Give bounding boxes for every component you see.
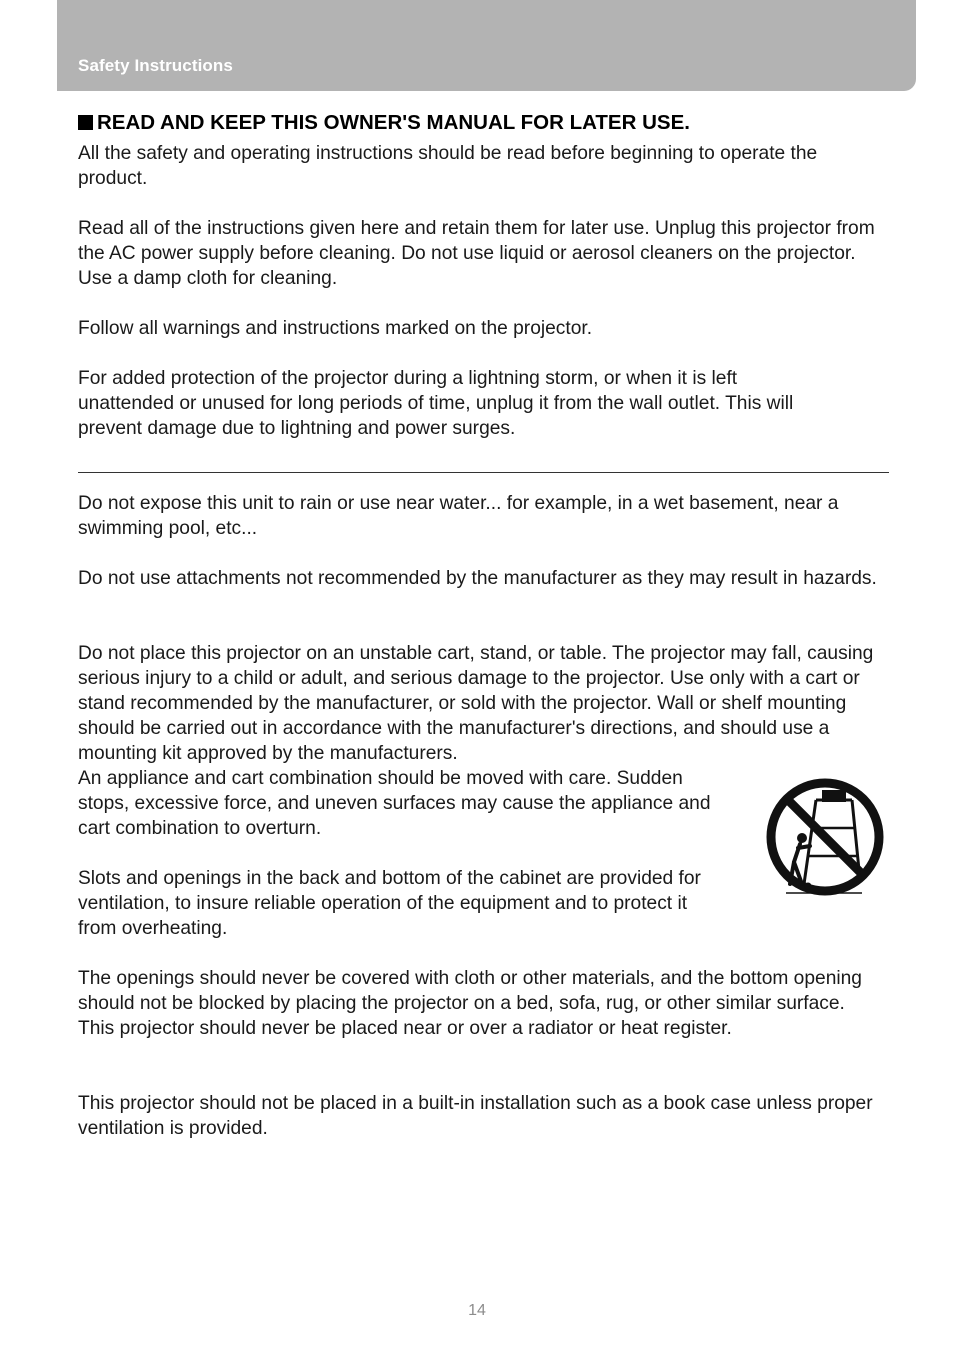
page-heading bbox=[78, 110, 898, 136]
paragraph-follow-warnings: Follow all warnings and instructions marked on the projector. bbox=[78, 318, 593, 339]
paragraph-attachments: Do not use attachments not recommended by the manufacturer as they may result in hazards. bbox=[78, 568, 877, 589]
section-divider bbox=[78, 472, 889, 473]
page-number: 14 bbox=[468, 1302, 486, 1319]
square-bullet-icon bbox=[78, 115, 93, 130]
paragraph-ventilation-slots: Slots and openings in the back and bottom of the cabinet are provided for ventilation, to insure reliable operation of the equipment and to protect it from overheating. bbox=[78, 868, 701, 939]
paragraph-built-in: This projector should not be placed in a built-in installation such as a book case unless proper ventilation is provided. bbox=[78, 1093, 873, 1139]
paragraph-retain-instructions: Read all of the instructions given here and retain them for later use. Unplug this projector from the AC power supply before cleaning. Do not use liquid or aerosol cleaners on the projector. Use a damp cloth for cleaning. bbox=[78, 218, 875, 289]
cart-tip-over-warning-icon bbox=[764, 776, 886, 898]
paragraph-water: Do not expose this unit to rain or use near water... for example, in a wet basement, near a swimming pool, etc... bbox=[78, 493, 839, 539]
paragraph-lightning: For added protection of the projector during a lightning storm, or when it is left unattended or unused for long periods of time, unplug it from the wall outlet. This will prevent damage due to lightning and power surges. bbox=[78, 368, 794, 439]
paragraph-read-instructions: All the safety and operating instructions should be read before beginning to operate the product. bbox=[78, 143, 818, 189]
paragraph-cart-combination: An appliance and cart combination should be moved with care. Sudden stops, excessive force, and uneven surfaces may cause the appliance and cart combination to overturn. bbox=[78, 768, 711, 839]
section-header-band bbox=[57, 0, 916, 91]
paragraph-openings: The openings should never be covered with cloth or other materials, and the bottom opening should not be blocked by placing the projector on a bed, sofa, rug, or other similar surface. This projector should never be placed near or over a radiator or heat register. bbox=[78, 968, 862, 1039]
paragraph-unstable-cart: Do not place this projector on an unstable cart, stand, or table. The projector may fall, causing serious injury to a child or adult, and serious damage to the projector. Use only with a cart or stand recommended by the manufacturer, or sold with the projector. Wall or shelf mounting should be carried out in accordance with the manufacturer's directions, and should use a mounting kit approved by the manufacturers. bbox=[78, 643, 874, 764]
page-heading-text: READ AND KEEP THIS OWNER'S MANUAL FOR LATER USE. bbox=[97, 111, 690, 134]
section-title: Safety Instructions bbox=[78, 56, 233, 75]
